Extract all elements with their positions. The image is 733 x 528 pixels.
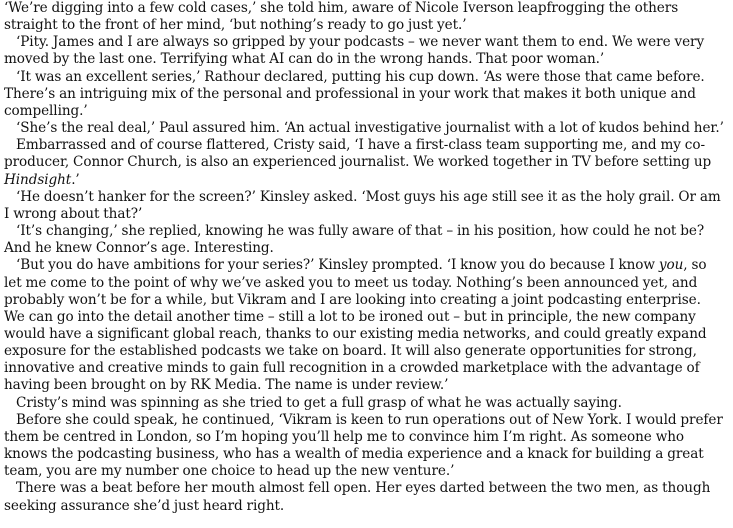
paragraph-text: ‘She’s the real deal,’ Paul assured him. ‘An actual investigative journalist with a lot of kudos behind her.’	[16, 120, 724, 137]
paragraph	[4, 69, 725, 120]
paragraph-text: ‘We’re digging into a few cold cases,’ she told him, aware of Nicole Iverson leapfrogging the others straight to the front of her mind, ‘but nothing’s ready to go just yet.’	[4, 0, 679, 34]
paragraph-text: ‘He doesn’t hanker for the screen?’ Kinsley asked. ‘Most guys his age still see it as the holy grail. Or am I wrong about that?’	[4, 188, 721, 222]
paragraph-text: Embarrassed and of course flattered, Cristy said, ‘I have a first-class team supporting me, and my co-producer, Connor Church, is also an experienced journalist. We worked together in TV before setting up	[4, 137, 712, 171]
paragraph-text: ‘Pity. James and I are always so gripped by your podcasts – we never want them to end. We were very moved by the last one. Terrifying what AI can do in the wrong hands. That poor woman.’	[4, 34, 705, 68]
paragraph	[4, 223, 725, 257]
paragraph-text: ‘It was an excellent series,’ Rathour declared, putting his cup down. ‘As were those that came before. There’s an intriguing mix of the personal and professional in your work that makes it both unique and compelling.’	[4, 68, 705, 119]
paragraph-text: , so let me come to the point of why we’ve asked you to meet us today. Nothing’s been announced yet, and probably won’t be for a while, but Vikram and I are looking into creating a joint podcasting enterprise. We can go into the detail another time – still a lot to be ironed out – but in principle, the new company would have a significant global reach, thanks to our existing media networks, and could greatly expand exposure for the established podcasts we take on board. It will also generate opportunities for strong, innovative and creative minds to gain full recognition in a crowded marketplace with the advantage of having been brought on by RK Media. The name is under review.’	[4, 257, 707, 394]
italic-title: Hindsight	[4, 171, 72, 188]
paragraph	[4, 480, 725, 514]
paragraph-text: ‘But you do have ambitions for your series?’ Kinsley prompted. ‘I know you do because I know	[16, 257, 659, 274]
paragraph	[4, 0, 725, 34]
paragraph	[4, 34, 725, 68]
paragraph	[4, 412, 725, 481]
paragraph	[4, 137, 725, 188]
paragraph-text: Cristy’s mind was spinning as she tried to get a full grasp of what he was actually saying.	[16, 394, 622, 411]
italic-emphasis: you	[658, 257, 684, 274]
paragraph-text: Before she could speak, he continued, ‘Vikram is keen to run operations out of New York. I would prefer them be centred in London, so I’m hoping you’ll help me to convince him I’m right. As someone who knows the podcasting business, who has a wealth of media experience and a knack for building a great team, you are my number one choice to head up the new venture.’	[4, 411, 723, 480]
paragraph-text: .’	[71, 171, 80, 188]
paragraph	[4, 120, 725, 137]
paragraph	[4, 257, 725, 394]
paragraph	[4, 395, 725, 412]
paragraph-text: There was a beat before her mouth almost fell open. Her eyes darted between the two men, as though seeking assurance she’d just heard right.	[4, 480, 711, 514]
paragraph-text: ‘It’s changing,’ she replied, knowing he was fully aware of that – in his position, how could he not be? And he knew Connor’s age. Interesting.	[4, 223, 705, 257]
paragraph	[4, 189, 725, 223]
